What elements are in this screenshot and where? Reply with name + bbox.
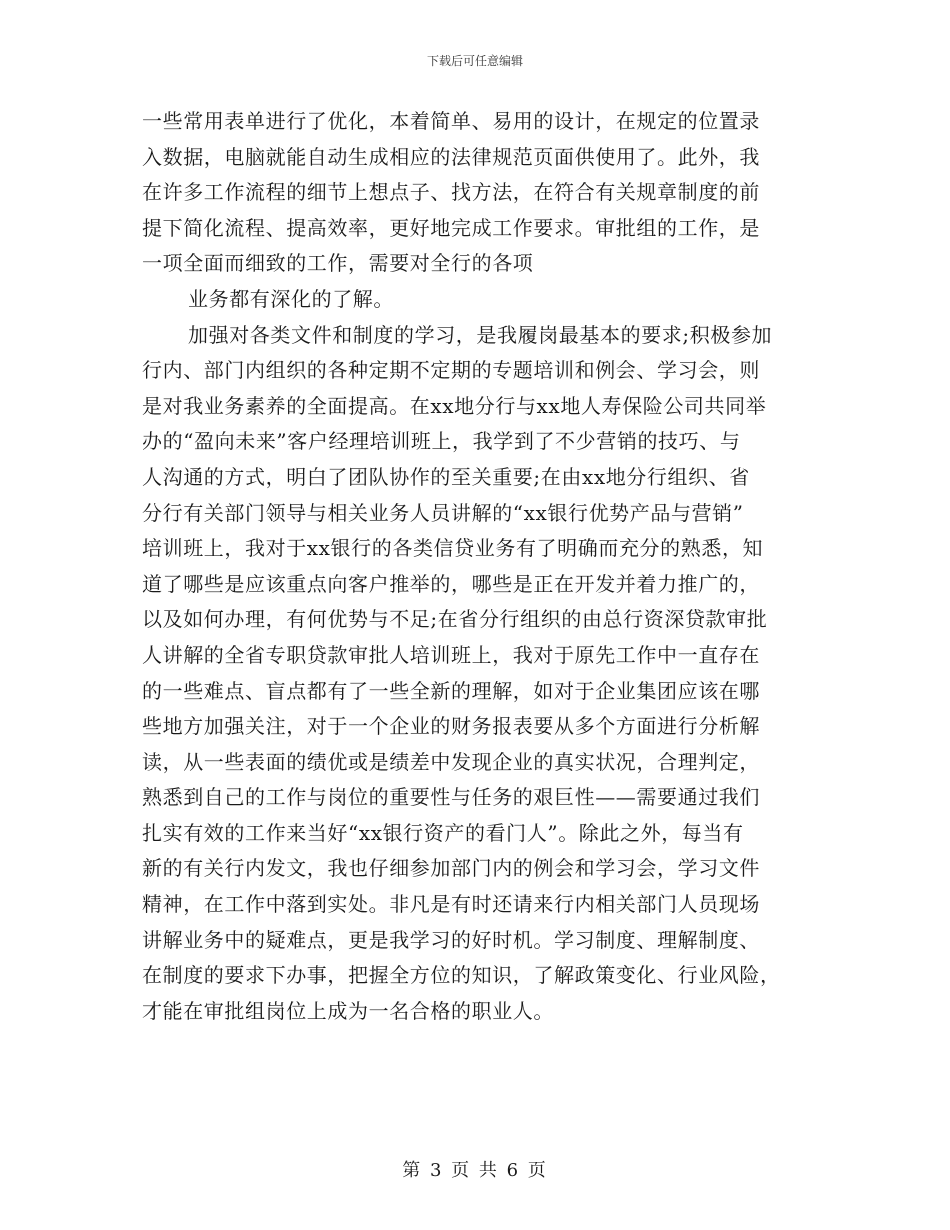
text-line: 业务都有深化的了解。	[188, 286, 394, 311]
text-line: 精神，在工作中落到实处。非凡是有时还请来行内相关部门人员现场	[142, 892, 760, 917]
paragraph	[142, 318, 814, 1030]
text-line: 一些常用表单进行了优化，本着简单、易用的设计，在规定的位置录	[142, 109, 760, 133]
document-body	[142, 104, 814, 1029]
page-header: 下载后可任意编辑	[426, 54, 523, 68]
text-line: 人讲解的全省专职贷款审批人培训班上，我对于原先工作中一直存在	[142, 642, 760, 667]
text-line: 讲解业务中的疑难点，更是我学习的好时机。学习制度、理解制度、	[142, 927, 760, 952]
text-line: 提下简化流程、提高效率，更好地完成工作要求。审批组的工作，是	[142, 215, 760, 240]
text-line: 熟悉到自己的工作与岗位的重要性与任务的艰巨性——需要通过我们	[142, 785, 760, 810]
text-line: 一项全面而细致的工作，需要对全行的各项	[142, 251, 534, 276]
text-line: 是对我业务素养的全面提高。在xx地分行与xx地人寿保险公司共同举	[142, 393, 767, 418]
text-line: 人沟通的方式，明白了团队协作的至关重要;在由xx地分行组织、省	[142, 464, 750, 489]
text-line: 培训班上，我对于xx银行的各类信贷业务有了明确而充分的熟悉，知	[142, 536, 764, 561]
text-line: 新的有关行内发文，我也仔细参加部门内的例会和学习会，学习文件	[142, 856, 760, 881]
text-line: 的一些难点、盲点都有了一些全新的理解，如对于企业集团应该在哪	[142, 678, 760, 703]
text-line: 些地方加强关注，对于一个企业的财务报表要从多个方面进行分析解	[142, 714, 760, 739]
text-line: 行内、部门内组织的各种定期不定期的专题培训和例会、学习会，则	[142, 358, 760, 383]
text-line: 读，从一些表面的绩优或是绩差中发现企业的真实状况，合理判定，	[142, 749, 760, 774]
text-line: 分行有关部门领导与相关业务人员讲解的“xx银行优势产品与营销”	[142, 500, 744, 525]
text-line: 以及如何办理，有何优势与不足;在省分行组织的由总行资深贷款审批	[142, 607, 768, 632]
text-line: 入数据，电脑就能自动生成相应的法律规范页面供使用了。此外，我	[142, 144, 760, 169]
text-line: 才能在审批组岗位上成为一名合格的职业人。	[142, 998, 554, 1023]
page-footer: 第 3 页 共 6 页	[402, 1160, 548, 1181]
text-line: 加强对各类文件和制度的学习，是我履岗最基本的要求;积极参加	[188, 322, 773, 347]
paragraph	[142, 282, 814, 318]
paragraph-continuation	[142, 104, 814, 282]
text-line: 道了哪些是应该重点向客户推举的，哪些是正在开发并着力推广的，	[142, 571, 760, 596]
text-line: 在制度的要求下办事，把握全方位的知识，了解政策变化、行业风险，	[142, 963, 781, 988]
text-line: 在许多工作流程的细节上想点子、找方法，在符合有关规章制度的前	[142, 180, 760, 205]
text-line: 扎实有效的工作来当好“xx银行资产的看门人”。除此之外，每当有	[142, 820, 744, 845]
text-line: 办的“盈向未来”客户经理培训班上，我学到了不少营销的技巧、与	[142, 429, 741, 454]
